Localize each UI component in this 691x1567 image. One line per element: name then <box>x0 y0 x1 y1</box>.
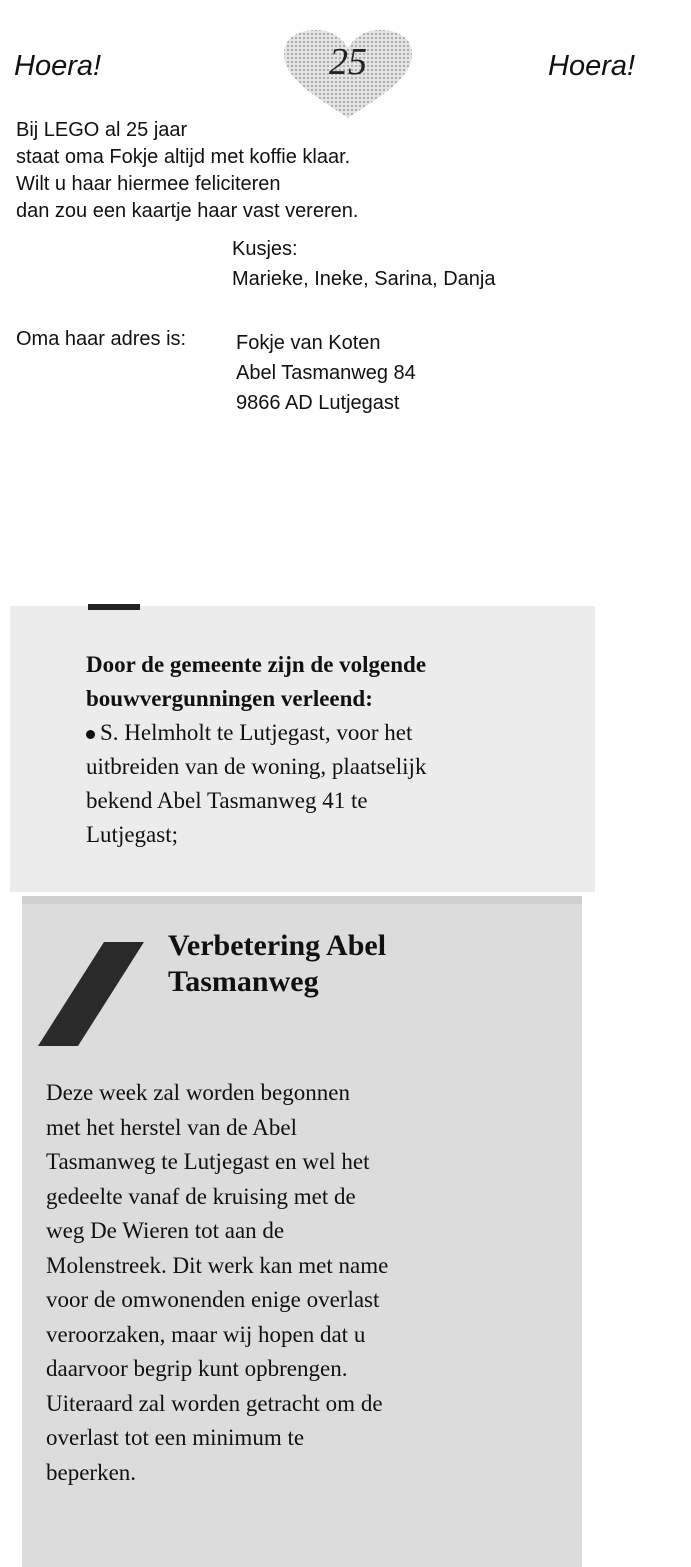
permit-item-line: S. Helmholt te Lutjegast, voor het <box>86 716 586 750</box>
address-line: Fokje van Koten <box>236 332 381 354</box>
poem-line: Bij LEGO al 25 jaar <box>16 119 188 141</box>
article-line: met het herstel van de Abel <box>46 1114 298 1140</box>
greeting-names: Marieke, Ineke, Sarina, Danja <box>232 268 496 290</box>
article-title <box>168 928 568 1000</box>
permit-item-line: bekend Abel Tasmanweg 41 te <box>86 788 368 813</box>
anniversary-number: 25 <box>329 41 367 83</box>
slash-decoration <box>36 940 146 1048</box>
address-label: Oma haar adres is: <box>16 328 187 350</box>
address-block <box>236 328 416 418</box>
article-line: daarvoor begrip kunt opbrengen. <box>46 1356 348 1381</box>
greeting-label: Kusjes: <box>232 238 298 260</box>
article-line: voor de omwonenden enige overlast <box>46 1287 380 1312</box>
permits-clipping <box>10 606 595 892</box>
article-line: Uiteraard zal worden getracht om de <box>46 1390 383 1416</box>
bullet-icon <box>86 730 95 739</box>
address-line: Abel Tasmanweg 84 <box>236 362 416 384</box>
hoera-left: Hoera! <box>14 50 102 82</box>
poem-line: staat oma Fokje altijd met koffie klaar. <box>16 146 351 168</box>
article-title-line: Verbetering Abel <box>168 929 387 962</box>
article-line: gedeelte vanaf de kruising met de <box>46 1183 356 1209</box>
poem-line: Wilt u haar hiermee feliciteren <box>16 173 281 195</box>
article-line: Tasmanweg te Lutjegast en wel het <box>46 1149 370 1174</box>
address-line: 9866 AD Lutjegast <box>236 392 400 414</box>
heart-icon <box>282 28 414 120</box>
article-line: weg De Wieren tot aan de <box>46 1218 285 1243</box>
article-body <box>46 1076 546 1490</box>
birthday-clipping <box>0 0 691 440</box>
article-line: overlast tot een minimum te <box>46 1425 305 1450</box>
permits-heading-line: bouwvergunningen verleend: <box>86 686 373 711</box>
clipping-rule <box>88 604 140 610</box>
permits-heading-line: Door de gemeente zijn de volgende <box>86 652 427 677</box>
article-line: beperken. <box>46 1459 137 1485</box>
article-title-line: Tasmanweg <box>168 965 319 998</box>
article-line: Deze week zal worden begonnen <box>46 1080 350 1105</box>
article-line: veroorzaken, maar wij hopen dat u <box>46 1321 366 1347</box>
article-clipping <box>22 896 582 1567</box>
permit-item-line: Lutjegast; <box>86 822 178 847</box>
greeting <box>232 234 495 294</box>
poem <box>16 117 358 225</box>
hoera-right: Hoera! <box>548 50 636 82</box>
permit-item-line: uitbreiden van de woning, plaatselijk <box>86 754 427 779</box>
permits-text <box>86 648 586 852</box>
poem-line: dan zou een kaartje haar vast vereren. <box>16 200 359 222</box>
clipping-edge <box>22 896 582 904</box>
article-line: Molenstreek. Dit werk kan met name <box>46 1252 389 1278</box>
